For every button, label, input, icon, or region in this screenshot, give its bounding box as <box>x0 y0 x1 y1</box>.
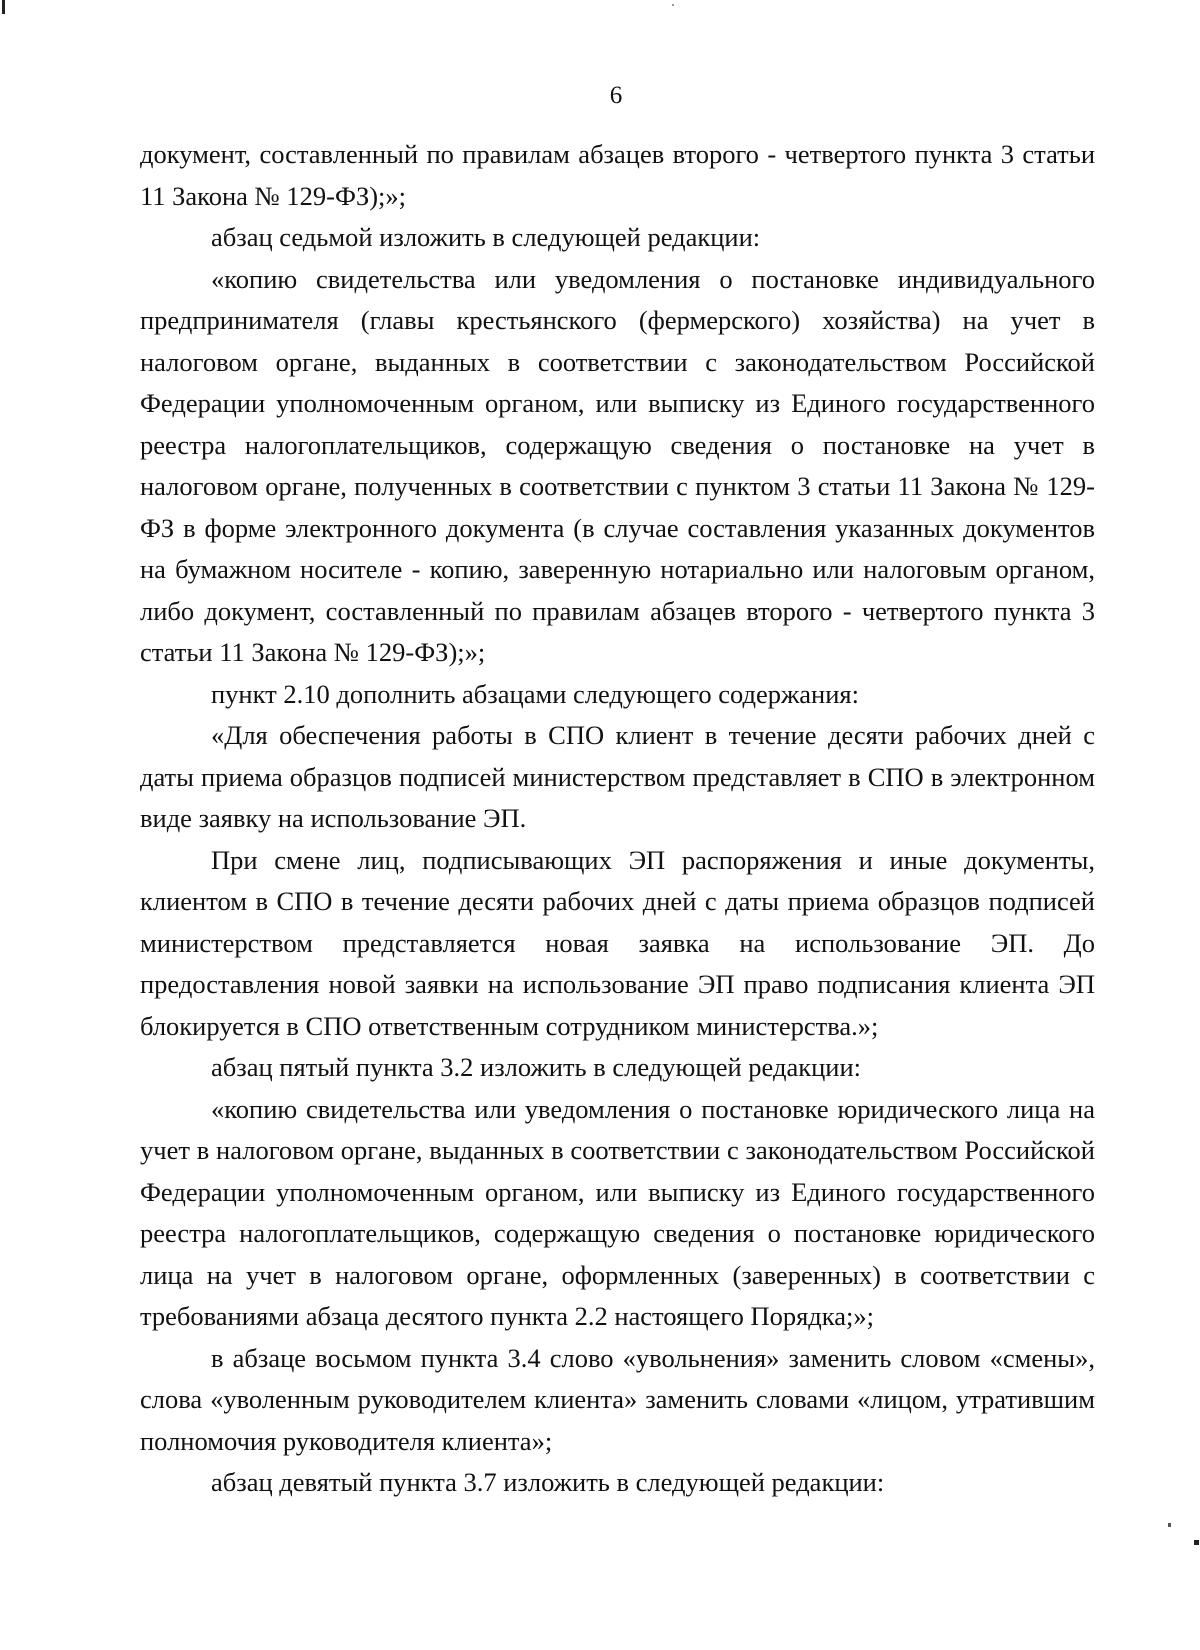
paragraph: абзац девятый пункта 3.7 изложить в следующей редакции: <box>211 1467 885 1497</box>
paragraph: в абзаце восьмом пункта 3.4 слово «увольнения» заменить словом «смены», слова «уволенным руководителем клиента» заменить словами «лицом, утратившим полномочия руководителя клиента»; <box>140 1342 1095 1456</box>
paragraph: пункт 2.10 дополнить абзацами следующего содержания: <box>211 678 859 709</box>
scan-artifact-dot <box>672 4 674 6</box>
scan-artifact-dot <box>1168 1523 1171 1527</box>
scan-artifact-dot <box>1194 1540 1199 1545</box>
paragraph: «Для обеспечения работы в СПО клиент в течение десяти рабочих дней с даты приема образцов подписей министерством представляет в СПО в электронном виде заявку на использование ЭП. <box>140 720 1095 833</box>
paragraph: «копию свидетельства или уведомления о постановке юридического лица на учет в налоговом органе, выданных в соответствии с законодательством Российской Федерации уполномоченным органом, или выписку из Единого государственного реестра налогоплательщиков, содержащую сведения о постановке юридического лица на учет в налоговом органе, оформленных (заверенных) в соответствии с требованиями абзаца десятого пункта 2.2 настоящего Порядка;»; <box>140 1093 1095 1331</box>
paragraph: «копию свидетельства или уведомления о постановке индивидуального предпринимателя (главы крестьянского (фермерского) хозяйства) на учет в налоговом органе, выданных в соответствии с законодательством Российской Федерации уполномоченным органом, или выписку из Единого государственного реестра налогоплательщиков, содержащую сведения о постановке на учет в налоговом органе, полученных в соответствии с пунктом 3 статьи 11 Закона № 129-ФЗ в форме электронного документа (в случае составления указанных документов на бумажном носителе - копию, заверенную нотариально или налоговым органом, либо документ, составленный по правилам абзацев второго - четвертого пункта 3 статьи 11 Закона № 129-ФЗ);»; <box>140 263 1095 667</box>
paragraph: абзац пятый пункта 3.2 изложить в следующей редакции: <box>211 1052 862 1082</box>
document-body <box>140 134 1095 1504</box>
paragraph: абзац седьмой изложить в следующей редакции: <box>211 222 761 252</box>
scan-artifact-mark <box>2 0 5 14</box>
paragraph: При смене лиц, подписывающих ЭП распоряжения и иные документы, клиентом в СПО в течение десяти рабочих дней с даты приема образцов подписей министерством представляется новая заявка на использование ЭП. До предоставления новой заявки на использование ЭП право подписания клиента ЭП блокируется в СПО ответственным сотрудником министерства.»; <box>140 844 1095 1041</box>
page-number: 6 <box>609 82 623 109</box>
paragraph-continued: документ, составленный по правилам абзацев второго - четвертого пункта 3 статьи 11 Закона № 129-ФЗ);»; <box>140 139 1095 211</box>
